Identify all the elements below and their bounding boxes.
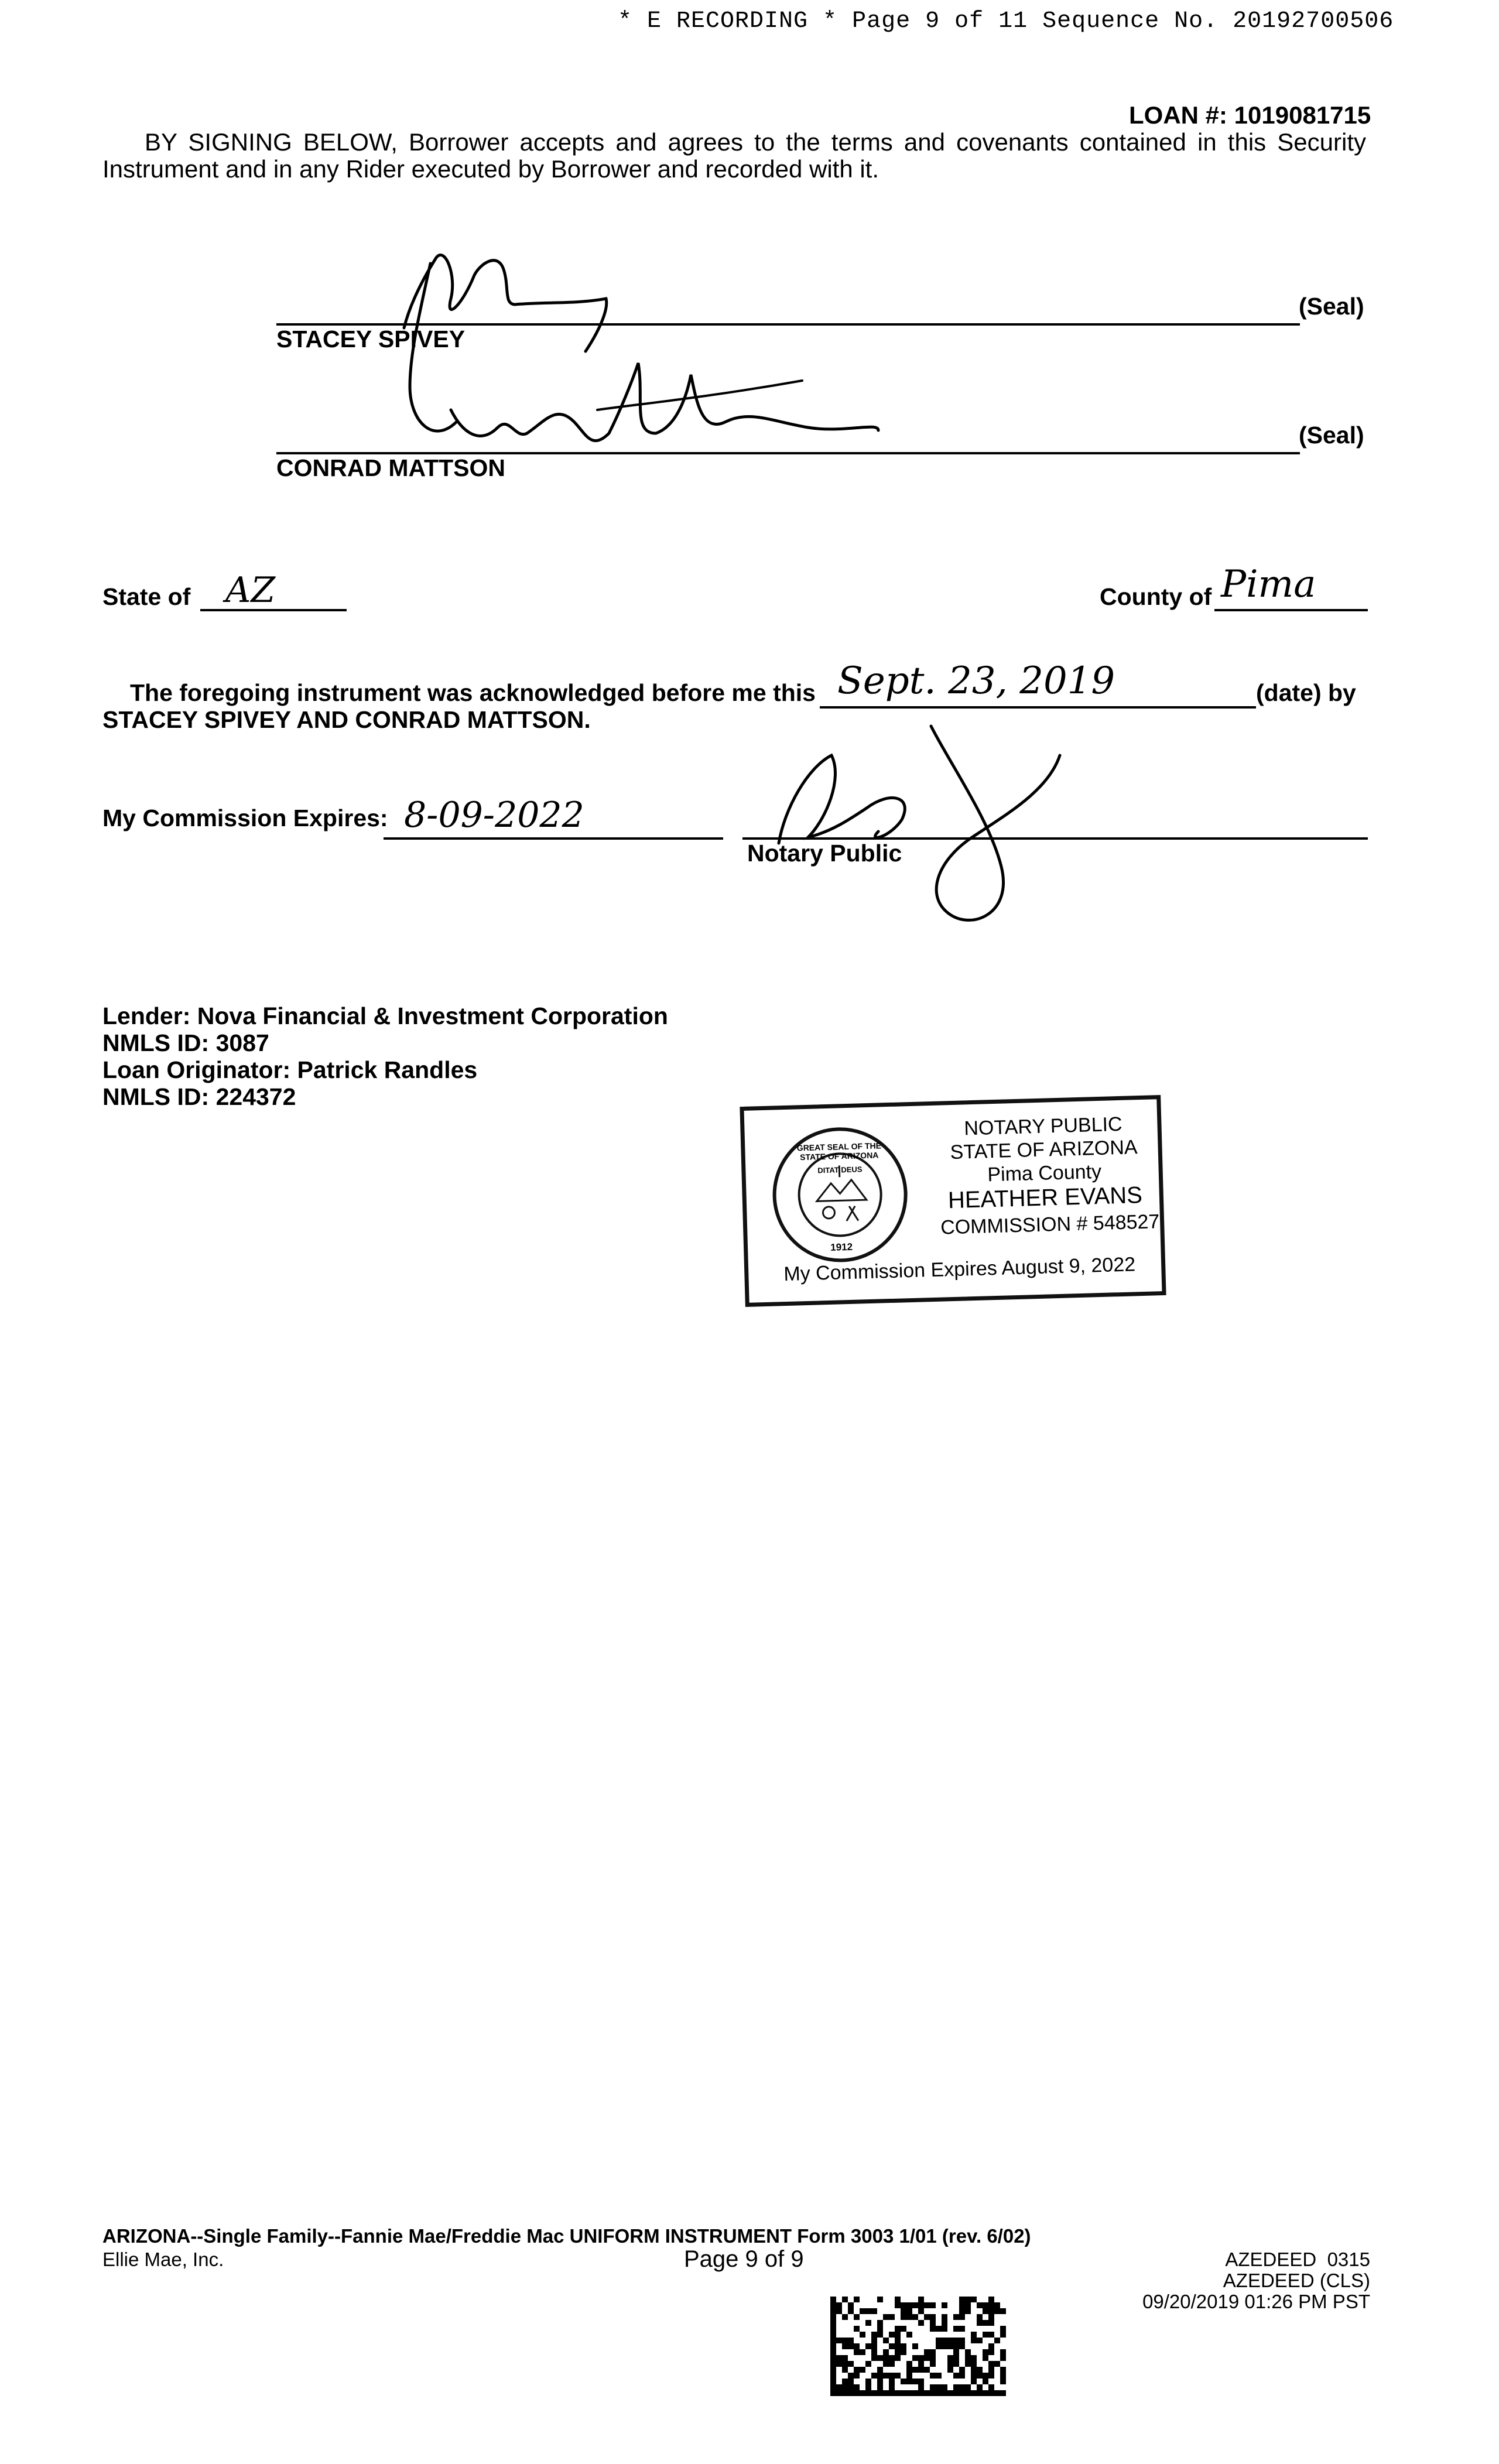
footer-form-code-2: AZEDEED (CLS) — [1223, 2270, 1370, 2291]
barcode-icon — [830, 2297, 1006, 2396]
stamp-county: Pima County — [987, 1160, 1102, 1186]
originator-nmls: NMLS ID: 224372 — [102, 1083, 296, 1110]
loan-number: LOAN #: 1019081715 — [1129, 101, 1371, 129]
state-value: AZ — [225, 570, 276, 611]
stamp-notary-public: NOTARY PUBLIC — [963, 1113, 1123, 1140]
footer-timestamp: 09/20/2019 01:26 PM PST — [1142, 2291, 1370, 2312]
state-label: State of — [102, 583, 191, 610]
notary-public-label: Notary Public — [747, 840, 902, 867]
stamp-commission-expires: My Commission Expires August 9, 2022 — [783, 1253, 1136, 1286]
footer-form-title: ARIZONA--Single Family--Fannie Mae/Freddie Mac UNIFORM INSTRUMENT Form 3003 1/01 (rev. 6/02) — [102, 2225, 1031, 2247]
county-value: Pima — [1221, 563, 1316, 606]
seal-ring-text: GREAT SEAL OF THE STATE OF ARIZONA — [796, 1141, 882, 1162]
intro-paragraph: BY SIGNING BELOW, Borrower accepts and agrees to the terms and covenants contained in this Security Instrument and in any Rider executed by Borrower and recorded with it. — [102, 128, 1366, 183]
footer-page-number: Page 9 of 9 — [684, 2246, 804, 2272]
signer-name-mattson: CONRAD MATTSON — [276, 454, 505, 481]
seal-center-text: DITAT DEUS — [817, 1165, 863, 1175]
commission-value: 8-09-2022 — [404, 795, 584, 836]
notary-stamp — [740, 1095, 1166, 1307]
commission-label: My Commission Expires: — [102, 805, 388, 831]
stamp-state: STATE OF ARIZONA — [950, 1136, 1138, 1164]
acknowledgment-prefix: The foregoing instrument was acknowledged before me this — [130, 679, 816, 706]
recording-header: * E RECORDING * Page 9 of 11 Sequence No. 20192700506 — [618, 8, 1394, 35]
loan-originator: Loan Originator: Patrick Randles — [102, 1056, 478, 1083]
signer-name-spivey: STACEY SPIVEY — [276, 326, 466, 353]
stamp-notary-name: HEATHER EVANS — [947, 1182, 1143, 1214]
seal-label-spivey: (Seal) — [1299, 293, 1364, 320]
seal-label-mattson: (Seal) — [1299, 422, 1364, 449]
stamp-commission-number: COMMISSION # 548527 — [940, 1210, 1160, 1239]
acknowledgment-suffix: (date) by — [1256, 679, 1356, 706]
county-label: County of — [1100, 583, 1212, 610]
acknowledgment-date: Sept. 23, 2019 — [837, 659, 1115, 703]
seal-year: 1912 — [830, 1241, 853, 1253]
lender-name: Lender: Nova Financial & Investment Corporation — [102, 1002, 668, 1029]
acknowledgment-parties: STACEY SPIVEY AND CONRAD MATTSON. — [102, 706, 591, 733]
lender-nmls: NMLS ID: 3087 — [102, 1029, 269, 1056]
footer-vendor: Ellie Mae, Inc. — [102, 2249, 224, 2270]
footer-form-code-1: AZEDEED 0315 — [1225, 2249, 1370, 2270]
